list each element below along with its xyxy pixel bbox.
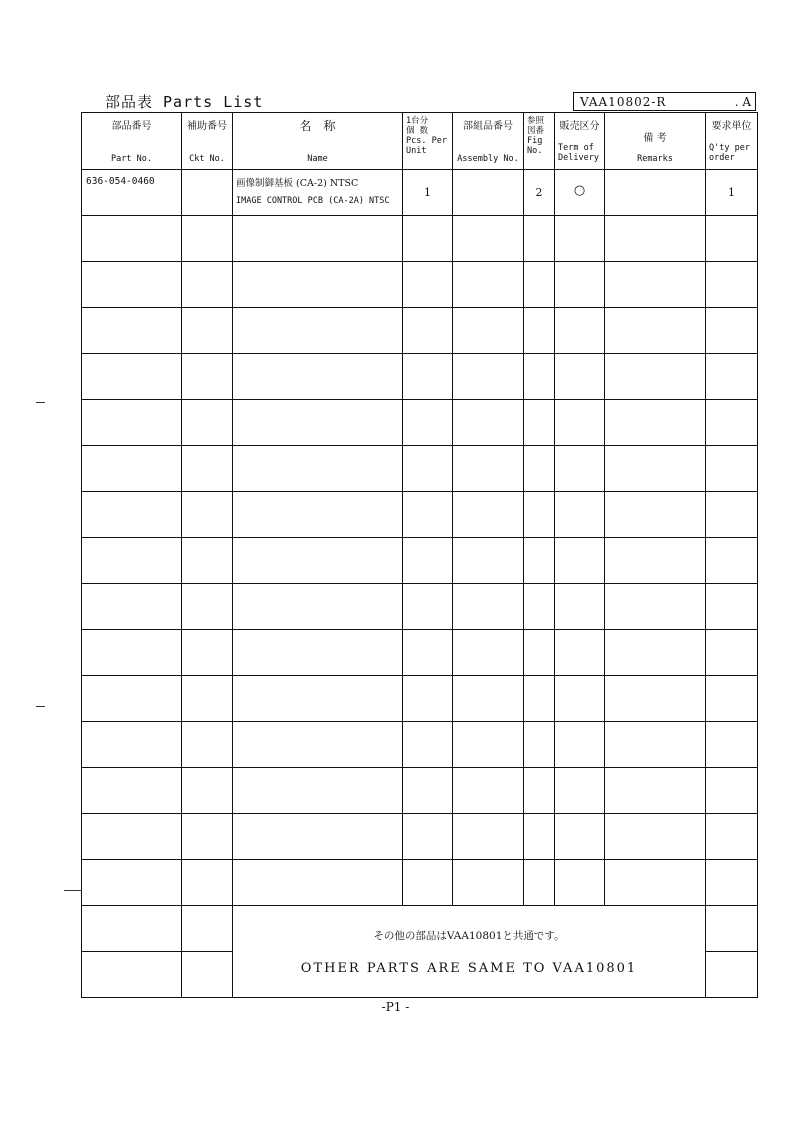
table-row — [82, 216, 758, 262]
note-jp: その他の部品はVAA10801と共通です。 — [373, 929, 565, 942]
table-row — [82, 584, 758, 630]
margin-mark — [64, 890, 82, 891]
table-row — [82, 676, 758, 722]
note-en: OTHER PARTS ARE SAME TO VAA10801 — [300, 960, 638, 976]
header-remarks: 備 考 Remarks — [605, 113, 706, 170]
pcs-cell: 1 — [424, 186, 431, 199]
table-row — [82, 906, 758, 952]
table-row — [82, 492, 758, 538]
margin-mark — [36, 706, 45, 707]
qty-cell: 1 — [728, 186, 735, 199]
header-ckt-no: 補助番号 Ckt No. — [182, 113, 233, 170]
table-row — [82, 262, 758, 308]
name-jp-cell: 画像制御基板 (CA-2) NTSC — [236, 178, 359, 189]
table-row — [82, 860, 758, 906]
page-title: 部品表 Parts List — [105, 93, 264, 111]
delivery-cell: ○ — [573, 183, 586, 198]
table-row — [82, 722, 758, 768]
header-term-of-delivery: 販売区分 Term of Delivery — [555, 113, 605, 170]
margin-mark — [36, 402, 45, 403]
header-fig-no: 参照 図番 Fig No. — [524, 113, 555, 170]
table-row — [82, 538, 758, 584]
table-row — [82, 308, 758, 354]
table-row — [82, 170, 758, 216]
part-no-cell: 636-054-0460 — [86, 176, 155, 187]
header-row — [82, 113, 758, 170]
header-assembly-no: 部組品番号 Assembly No. — [453, 113, 524, 170]
table-row — [82, 768, 758, 814]
header-name: 名 称 Name — [233, 113, 403, 170]
parts-table — [81, 112, 758, 998]
fig-cell: 2 — [535, 186, 543, 199]
table-row — [82, 354, 758, 400]
table-row — [82, 630, 758, 676]
name-en-cell: IMAGE CONTROL PCB (CA-2A) NTSC — [236, 196, 390, 206]
doc-number-box — [573, 92, 756, 111]
header-pcs-per-unit: 1台分 個 数 Pcs. Per Unit — [403, 113, 453, 170]
header-part-no: 部品番号 Part No. — [82, 113, 182, 170]
header-qty-per-order: 要求単位 Q'ty per order — [706, 113, 758, 170]
table-row — [82, 814, 758, 860]
other-parts-note — [233, 906, 706, 998]
table-row — [82, 446, 758, 492]
table-row — [82, 400, 758, 446]
page-number: -P1 - — [381, 1000, 410, 1014]
revision: . A — [734, 95, 751, 109]
doc-number: VAA10802-R — [580, 95, 667, 109]
